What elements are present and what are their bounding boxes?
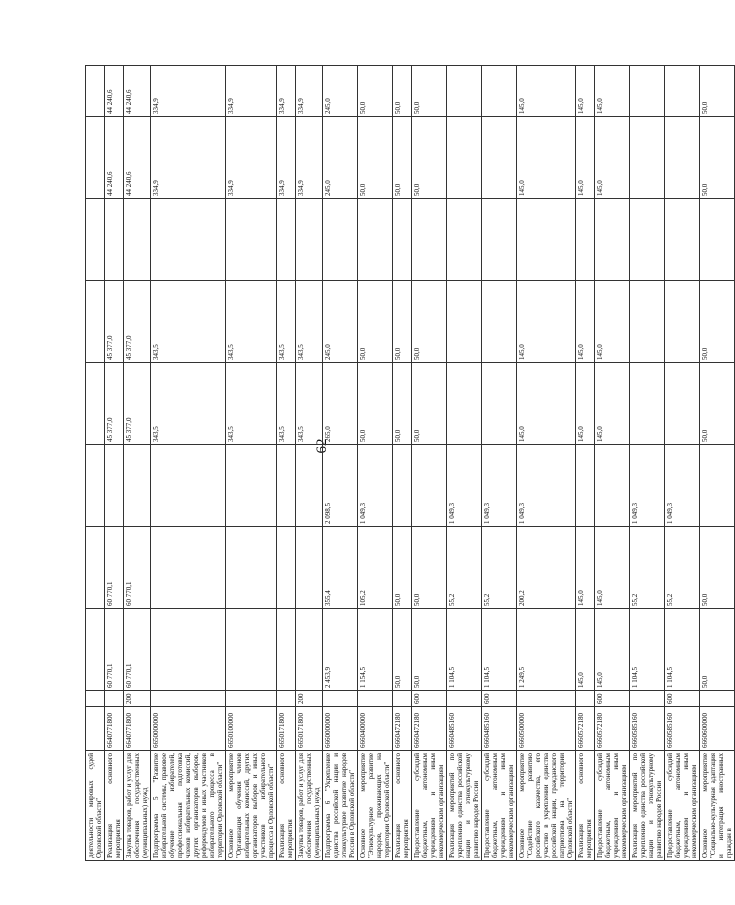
table-row <box>151 66 226 861</box>
row-amount-cell: 343,5 <box>296 363 323 445</box>
row-amount-cell: 334,9 <box>296 117 323 199</box>
row-amount-cell <box>226 199 277 281</box>
row-amount-cell <box>630 117 665 199</box>
row-amount-cell <box>226 445 277 527</box>
row-amount-cell: 145,0 <box>576 117 595 199</box>
row-amount-cell: 145,0 <box>595 66 630 117</box>
row-expense-type-cell <box>630 691 665 707</box>
row-amount-cell <box>665 117 700 199</box>
row-amount-cell: 2 453,9 <box>323 609 358 691</box>
row-amount-cell <box>576 199 595 281</box>
row-name-cell: Предоставление субсидий бюджетным, автономным учреждениям и иным некоммерческим организациям <box>595 751 630 861</box>
row-amount-cell <box>277 445 296 527</box>
row-name-cell: Основное мероприятие "Этнокультурное развитие народов, проживающих на территории Орловской области" <box>358 751 393 861</box>
row-amount-cell: 334,9 <box>226 117 277 199</box>
row-amount-cell <box>665 363 700 445</box>
row-amount-cell <box>86 527 105 609</box>
row-amount-cell <box>86 445 105 527</box>
row-amount-cell: 343,5 <box>277 281 296 363</box>
row-amount-cell: 145,0 <box>576 281 595 363</box>
row-expense-type-cell <box>323 691 358 707</box>
row-amount-cell <box>105 445 124 527</box>
row-amount-cell: 145,0 <box>595 117 630 199</box>
row-amount-cell: 55,2 <box>447 527 482 609</box>
row-amount-cell: 334,9 <box>151 66 226 117</box>
row-code-cell: 6660500000 <box>517 707 576 751</box>
row-amount-cell <box>576 445 595 527</box>
row-amount-cell: 1 049,3 <box>517 445 576 527</box>
row-amount-cell: 1 049,3 <box>447 445 482 527</box>
row-amount-cell <box>665 199 700 281</box>
row-name-cell: Закупка товаров, работ и услуг для обеспечения государственных (муниципальных) нужд <box>296 751 323 861</box>
row-amount-cell: 145,0 <box>517 66 576 117</box>
row-amount-cell: 200,2 <box>517 527 576 609</box>
row-amount-cell: 145,0 <box>595 281 630 363</box>
table-row <box>576 66 595 861</box>
row-amount-cell: 334,9 <box>277 117 296 199</box>
row-amount-cell <box>482 117 517 199</box>
row-name-cell: Предоставление субсидий бюджетным, автономным учреждениям и иным некоммерческим организациям <box>482 751 517 861</box>
row-amount-cell: 45 377,0 <box>105 363 124 445</box>
row-amount-cell <box>595 199 630 281</box>
row-amount-cell: 44 240,6 <box>105 117 124 199</box>
row-code-cell: 6660585160 <box>630 707 665 751</box>
row-amount-cell: 355,4 <box>323 527 358 609</box>
row-amount-cell: 334,9 <box>277 66 296 117</box>
table-row <box>124 66 151 861</box>
row-amount-cell: 343,5 <box>226 363 277 445</box>
row-code-cell: 6660400000 <box>358 707 393 751</box>
row-amount-cell: 50,0 <box>412 609 447 691</box>
row-code-cell: 6650171800 <box>296 707 323 751</box>
row-amount-cell <box>86 609 105 691</box>
row-expense-type-cell: 600 <box>665 691 700 707</box>
row-expense-type-cell: 600 <box>482 691 517 707</box>
row-amount-cell: 50,0 <box>700 281 735 363</box>
row-amount-cell: 145,0 <box>595 527 630 609</box>
table-row <box>482 66 517 861</box>
row-expense-type-cell: 600 <box>595 691 630 707</box>
row-code-cell: 6660485160 <box>447 707 482 751</box>
row-amount-cell <box>296 445 323 527</box>
row-amount-cell: 50,0 <box>700 609 735 691</box>
row-amount-cell: 50,0 <box>393 609 412 691</box>
row-name-cell: Основное мероприятие "Организация обучения членов избирательных комиссий, других организаторов выборов и иных участников избирательного процесса в Орловской области" <box>226 751 277 861</box>
row-expense-type-cell <box>105 691 124 707</box>
row-amount-cell: 50,0 <box>358 117 393 199</box>
row-name-cell: Подпрограмма 6 "Укрепление единства российской нации и этнокультурное развитие народов России в Орловской области" <box>323 751 358 861</box>
row-amount-cell <box>151 199 226 281</box>
table-row <box>447 66 482 861</box>
row-amount-cell: 265,0 <box>323 363 358 445</box>
table-row <box>517 66 576 861</box>
row-amount-cell <box>277 527 296 609</box>
row-name-cell: Реализация мероприятий по укреплению единства российской нации и этнокультурному развитию народов России <box>630 751 665 861</box>
row-amount-cell: 50,0 <box>700 66 735 117</box>
row-amount-cell <box>86 199 105 281</box>
row-amount-cell: 245,0 <box>323 281 358 363</box>
row-amount-cell: 60 770,1 <box>105 527 124 609</box>
row-code-cell: 6650100000 <box>226 707 277 751</box>
row-amount-cell: 50,0 <box>358 66 393 117</box>
row-amount-cell: 1 154,5 <box>358 609 393 691</box>
row-amount-cell <box>630 281 665 363</box>
row-amount-cell <box>86 363 105 445</box>
row-code-cell: 6640771800 <box>124 707 151 751</box>
row-code-cell: 6660485160 <box>482 707 517 751</box>
row-expense-type-cell: 600 <box>412 691 447 707</box>
table-row <box>393 66 412 861</box>
row-amount-cell: 50,0 <box>393 117 412 199</box>
row-amount-cell: 1 049,3 <box>665 445 700 527</box>
row-amount-cell: 105,2 <box>358 527 393 609</box>
row-amount-cell <box>700 199 735 281</box>
row-amount-cell: 145,0 <box>576 609 595 691</box>
row-name-cell: Реализация основного мероприятия <box>105 751 124 861</box>
row-amount-cell: 55,2 <box>665 527 700 609</box>
page-number: 62 <box>314 438 330 454</box>
row-name-cell: Реализация мероприятий по укреплению единства российской нации и этнокультурному развитию народов России <box>447 751 482 861</box>
row-amount-cell <box>86 281 105 363</box>
row-name-cell: Реализация основного мероприятия <box>576 751 595 861</box>
row-expense-type-cell <box>277 691 296 707</box>
row-amount-cell: 245,0 <box>323 66 358 117</box>
table-row <box>296 66 323 861</box>
row-amount-cell: 60 770,1 <box>124 609 151 691</box>
row-amount-cell <box>630 66 665 117</box>
row-code-cell: 6640771800 <box>105 707 124 751</box>
row-expense-type-cell <box>700 691 735 707</box>
table-row <box>412 66 447 861</box>
row-amount-cell: 50,0 <box>393 527 412 609</box>
table-row <box>700 66 735 861</box>
row-name-cell: Подпрограмма 5 "Развитие избирательной системы, правовое обучение избирателей, профессиональная подготовка членов избирательных комиссий, других организаторов выборов, референдумов и иных участников избирательного процесса в территории Орловской области" <box>151 751 226 861</box>
budget-table <box>85 65 735 861</box>
row-name-cell: Основное мероприятие "Социально-культурная адаптация и интеграция иностранных граждан в <box>700 751 735 861</box>
row-amount-cell: 50,0 <box>358 281 393 363</box>
row-amount-cell <box>86 66 105 117</box>
row-code-cell: 6660572180 <box>576 707 595 751</box>
row-amount-cell <box>226 527 277 609</box>
row-expense-type-cell <box>447 691 482 707</box>
row-amount-cell <box>482 363 517 445</box>
row-amount-cell: 145,0 <box>517 117 576 199</box>
row-amount-cell <box>296 527 323 609</box>
row-amount-cell <box>482 281 517 363</box>
row-amount-cell <box>323 199 358 281</box>
row-amount-cell <box>595 445 630 527</box>
row-amount-cell <box>124 445 151 527</box>
row-code-cell: 6660472180 <box>393 707 412 751</box>
row-amount-cell <box>482 199 517 281</box>
row-expense-type-cell: 200 <box>296 691 323 707</box>
row-amount-cell: 1 104,5 <box>482 609 517 691</box>
row-amount-cell: 245,0 <box>323 117 358 199</box>
row-amount-cell: 145,0 <box>517 363 576 445</box>
row-amount-cell <box>226 609 277 691</box>
row-expense-type-cell <box>576 691 595 707</box>
row-amount-cell: 60 770,1 <box>124 527 151 609</box>
row-amount-cell <box>393 199 412 281</box>
table-row <box>630 66 665 861</box>
row-amount-cell: 1 104,5 <box>665 609 700 691</box>
row-expense-type-cell: 200 <box>124 691 151 707</box>
row-amount-cell <box>86 117 105 199</box>
table-row <box>358 66 393 861</box>
row-amount-cell: 1 104,5 <box>447 609 482 691</box>
row-amount-cell <box>296 609 323 691</box>
row-amount-cell <box>447 281 482 363</box>
row-amount-cell <box>151 609 226 691</box>
row-amount-cell: 50,0 <box>412 527 447 609</box>
row-expense-type-cell <box>86 691 105 707</box>
row-code-cell: 6650000000 <box>151 707 226 751</box>
row-amount-cell: 145,0 <box>576 527 595 609</box>
row-amount-cell: 334,9 <box>151 117 226 199</box>
row-amount-cell <box>105 199 124 281</box>
row-amount-cell: 45 377,0 <box>124 281 151 363</box>
table-row <box>595 66 630 861</box>
row-amount-cell: 50,0 <box>700 117 735 199</box>
row-amount-cell: 50,0 <box>393 363 412 445</box>
row-name-cell: Предоставление субсидий бюджетным, автономным учреждениям и иным некоммерческим организациям <box>665 751 700 861</box>
row-amount-cell <box>393 445 412 527</box>
row-amount-cell <box>447 363 482 445</box>
row-amount-cell <box>151 527 226 609</box>
row-amount-cell: 44 240,6 <box>124 117 151 199</box>
row-amount-cell <box>665 281 700 363</box>
row-name-cell: Реализация основного мероприятия <box>393 751 412 861</box>
row-code-cell: 6660600000 <box>700 707 735 751</box>
row-amount-cell <box>277 609 296 691</box>
row-amount-cell <box>277 199 296 281</box>
row-code-cell: 6660585160 <box>665 707 700 751</box>
row-amount-cell <box>412 199 447 281</box>
table-row <box>323 66 358 861</box>
row-amount-cell <box>630 363 665 445</box>
row-amount-cell <box>700 445 735 527</box>
row-amount-cell <box>124 199 151 281</box>
row-amount-cell <box>630 199 665 281</box>
row-amount-cell: 1 049,3 <box>358 445 393 527</box>
row-amount-cell: 1 104,5 <box>630 609 665 691</box>
row-name-cell: Реализация основного мероприятия <box>277 751 296 861</box>
row-amount-cell: 44 240,6 <box>105 66 124 117</box>
row-amount-cell: 343,5 <box>151 281 226 363</box>
row-amount-cell: 60 770,1 <box>105 609 124 691</box>
row-amount-cell: 50,0 <box>393 281 412 363</box>
row-code-cell: 6660472180 <box>412 707 447 751</box>
row-name-cell: деятельности мировых судей Орловской области" <box>86 751 105 861</box>
row-amount-cell <box>447 66 482 117</box>
row-amount-cell: 334,9 <box>226 66 277 117</box>
row-amount-cell: 50,0 <box>412 66 447 117</box>
row-expense-type-cell <box>517 691 576 707</box>
row-amount-cell <box>412 445 447 527</box>
row-expense-type-cell <box>358 691 393 707</box>
row-amount-cell: 2 098,5 <box>323 445 358 527</box>
row-amount-cell: 44 240,6 <box>124 66 151 117</box>
row-amount-cell: 334,9 <box>296 66 323 117</box>
row-amount-cell: 50,0 <box>393 66 412 117</box>
table-row <box>277 66 296 861</box>
row-code-cell: 6660572180 <box>595 707 630 751</box>
row-amount-cell: 50,0 <box>700 363 735 445</box>
row-expense-type-cell <box>393 691 412 707</box>
row-amount-cell: 50,0 <box>412 363 447 445</box>
row-expense-type-cell <box>151 691 226 707</box>
row-amount-cell: 50,0 <box>358 363 393 445</box>
table-row <box>665 66 700 861</box>
row-amount-cell <box>447 199 482 281</box>
row-amount-cell: 343,5 <box>226 281 277 363</box>
row-code-cell: 6650171800 <box>277 707 296 751</box>
row-amount-cell <box>151 445 226 527</box>
row-amount-cell: 45 377,0 <box>124 363 151 445</box>
row-expense-type-cell <box>226 691 277 707</box>
row-amount-cell: 145,0 <box>576 363 595 445</box>
row-amount-cell: 145,0 <box>595 609 630 691</box>
row-amount-cell <box>296 199 323 281</box>
row-name-cell: Основное мероприятие "Содействие развитию российского казачества, его участию в укреплении единства российской нации, гражданского патриотизма на территории Орловской области" <box>517 751 576 861</box>
row-amount-cell <box>447 117 482 199</box>
table-row <box>86 66 105 861</box>
row-amount-cell: 343,5 <box>296 281 323 363</box>
row-amount-cell: 1 249,5 <box>517 609 576 691</box>
row-code-cell: 6660000000 <box>323 707 358 751</box>
row-amount-cell: 145,0 <box>576 66 595 117</box>
row-amount-cell <box>482 66 517 117</box>
row-amount-cell: 145,0 <box>595 363 630 445</box>
row-amount-cell: 45 377,0 <box>105 281 124 363</box>
row-amount-cell <box>358 199 393 281</box>
row-amount-cell: 55,2 <box>482 527 517 609</box>
rotated-page <box>85 66 733 861</box>
row-amount-cell: 50,0 <box>700 527 735 609</box>
row-amount-cell <box>517 199 576 281</box>
row-amount-cell: 343,5 <box>277 363 296 445</box>
row-code-cell <box>86 707 105 751</box>
row-amount-cell: 145,0 <box>517 281 576 363</box>
row-amount-cell: 55,2 <box>630 527 665 609</box>
table-row <box>105 66 124 861</box>
table-row <box>226 66 277 861</box>
row-amount-cell: 50,0 <box>412 281 447 363</box>
row-name-cell: Закупка товаров, работ и услуг для обеспечения государственных (муниципальных) нужд <box>124 751 151 861</box>
row-amount-cell <box>665 66 700 117</box>
row-amount-cell: 1 049,3 <box>630 445 665 527</box>
row-amount-cell: 50,0 <box>412 117 447 199</box>
row-amount-cell: 343,5 <box>151 363 226 445</box>
row-amount-cell: 1 049,3 <box>482 445 517 527</box>
row-name-cell: Предоставление субсидий бюджетным, автономным учреждениям и иным некоммерческим организациям <box>412 751 447 861</box>
